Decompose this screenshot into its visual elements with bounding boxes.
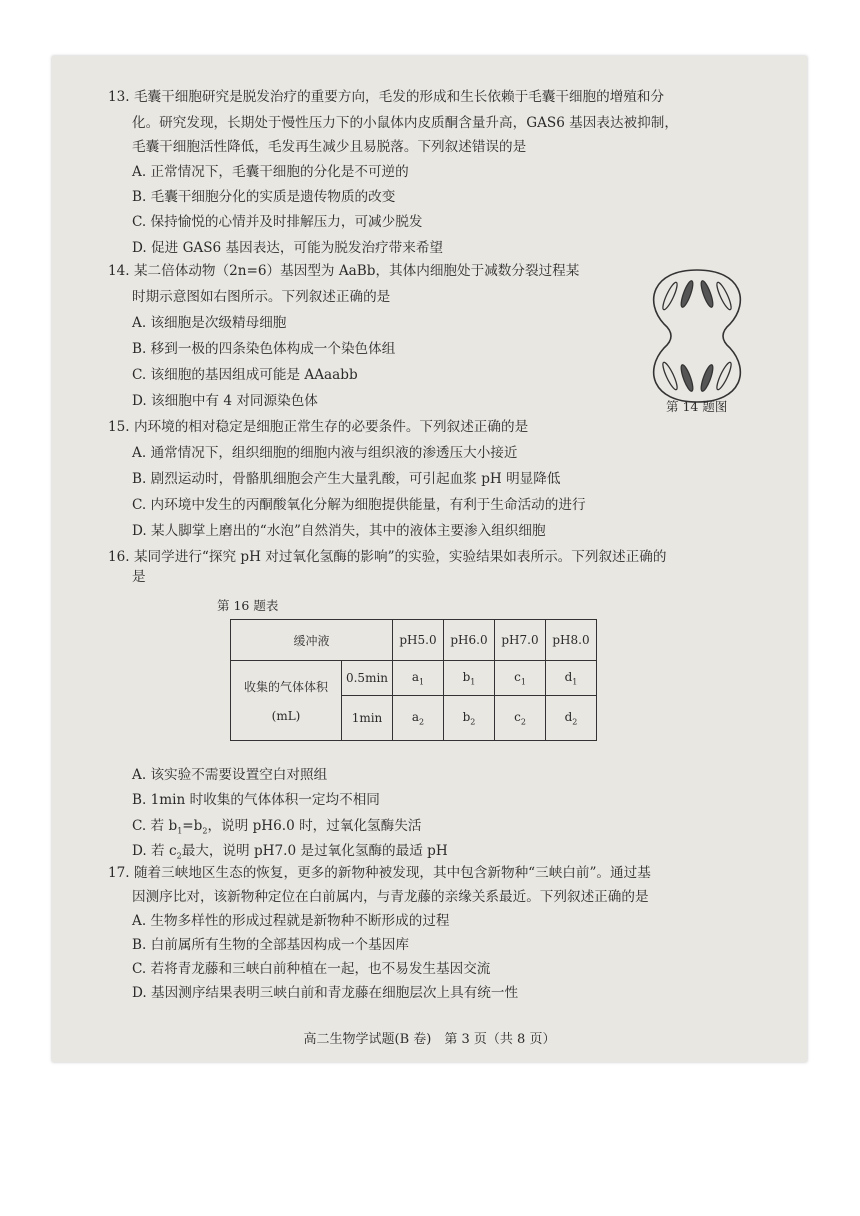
- q14-option-d: D. 该细胞中有 4 对同源染色体: [132, 393, 318, 409]
- q13-option-c: C. 保持愉悦的心情并及时排解压力，可减少脱发: [132, 214, 423, 230]
- q17-stem-line-1: 17. 随着三峡地区生态的恢复，更多的新物种被发现，其中包含新物种“三峡白前”。通过基: [108, 865, 651, 881]
- q16-option-d: D. 若 $c_2$最大，说明 pH7.0 是过氧化氢酶的最适 pH: [132, 843, 448, 861]
- q15-option-c: C. 内环境中发生的丙酮酸氧化分解为细胞提供能量，有利于生命活动的进行: [132, 497, 586, 513]
- upper-chromosomes: [660, 280, 733, 311]
- ph-header: pH7.0: [495, 620, 546, 661]
- q16-option-a: A. 该实验不需要设置空白对照组: [132, 767, 328, 783]
- value-cell: $d_1$: [546, 661, 597, 696]
- q13-stem-line-1: 13. 毛囊干细胞研究是脱发治疗的重要方向，毛发的形成和生长依赖于毛囊干细胞的增殖和分: [108, 89, 665, 105]
- q17-option-c: C. 若将青龙藤和三峡白前种植在一起，也不易发生基因交流: [132, 961, 491, 977]
- value-cell: $a_1$: [393, 661, 444, 696]
- ph-header: pH8.0: [546, 620, 597, 661]
- q14-option-c: C. 该细胞的基因组成可能是 AAaabb: [132, 367, 358, 383]
- q14-stem-line-1: 14. 某二倍体动物（2n=6）基因型为 AaBb，其体内细胞处于减数分裂过程某: [108, 263, 580, 279]
- ph-header: pH6.0: [444, 620, 495, 661]
- ph-header: pH5.0: [393, 620, 444, 661]
- q17-option-a: A. 生物多样性的形成过程就是新物种不断形成的过程: [132, 913, 450, 929]
- q13-stem-line-2: 化。研究发现，长期处于慢性压力下的小鼠体内皮质酮含量升高，GAS6 基因表达被抑制，: [132, 115, 678, 131]
- q13-option-a: A. 正常情况下，毛囊干细胞的分化是不可逆的: [132, 164, 409, 180]
- cell-membrane: [654, 270, 741, 402]
- lower-chromosomes: [660, 361, 733, 392]
- q16-option-c: C. 若 $b_1=b_2$，说明 pH6.0 时，过氧化氢酶失活: [132, 818, 422, 836]
- q14-stem-line-2: 时期示意图如右图所示。下列叙述正确的是: [132, 289, 391, 305]
- exam-page: [52, 56, 807, 1062]
- value-cell: $b_2$: [444, 696, 495, 741]
- q16-option-b: B. 1min 时收集的气体体积一定均不相同: [132, 792, 380, 808]
- results-table: [230, 619, 597, 741]
- q13-option-b: B. 毛囊干细胞分化的实质是遗传物质的改变: [132, 189, 396, 205]
- value-cell: $c_1$: [495, 661, 546, 696]
- q17-option-b: B. 白前属所有生物的全部基因构成一个基因库: [132, 937, 409, 953]
- value-cell: $b_1$: [444, 661, 495, 696]
- q16-stem-line-2: 是: [132, 569, 146, 585]
- q17-option-d: D. 基因测序结果表明三峡白前和青龙藤在细胞层次上具有统一性: [132, 985, 519, 1001]
- time-cell: 0.5min: [342, 661, 393, 696]
- cell-division-figure: [642, 266, 752, 406]
- value-cell: $d_2$: [546, 696, 597, 741]
- buffer-header: 缓冲液: [231, 620, 393, 661]
- table-row: [231, 661, 597, 696]
- q15-stem: 15. 内环境的相对稳定是细胞正常生存的必要条件。下列叙述正确的是: [108, 419, 529, 435]
- q13-stem-line-3: 毛囊干细胞活性降低，毛发再生减少且易脱落。下列叙述错误的是: [132, 139, 527, 155]
- value-cell: $a_2$: [393, 696, 444, 741]
- gas-volume-label-line-1: 收集的气体体积: [243, 680, 328, 694]
- time-cell: 1min: [342, 696, 393, 741]
- q15-option-a: A. 通常情况下，组织细胞的细胞内液与组织液的渗透压大小接近: [132, 445, 518, 461]
- table-16-caption: 第 16 题表: [217, 598, 279, 613]
- figure-14-caption: 第 14 题图: [666, 399, 728, 414]
- page-footer: 高二生物学试题(B 卷) 第 3 页（共 8 页）: [303, 1032, 556, 1047]
- q14-option-a: A. 该细胞是次级精母细胞: [132, 315, 287, 331]
- q15-option-d: D. 某人脚掌上磨出的“水泡”自然消失，其中的液体主要渗入组织细胞: [132, 523, 546, 539]
- q16-stem-line-1: 16. 某同学进行“探究 pH 对过氧化氢酶的影响”的实验，实验结果如表所示。下列叙述正确的: [108, 549, 667, 565]
- q15-option-b: B. 剧烈运动时，骨骼肌细胞会产生大量乳酸，可引起血浆 pH 明显降低: [132, 471, 561, 487]
- value-cell: $c_2$: [495, 696, 546, 741]
- q14-option-b: B. 移到一极的四条染色体构成一个染色体组: [132, 341, 396, 357]
- table-header-row: [231, 620, 597, 661]
- q13-option-d: D. 促进 GAS6 基因表达，可能为脱发治疗带来希望: [132, 240, 444, 256]
- q17-stem-line-2: 因测序比对，该新物种定位在白前属内，与青龙藤的亲缘关系最近。下列叙述正确的是: [132, 889, 649, 905]
- gas-volume-label: [231, 661, 342, 741]
- gas-volume-unit: (mL): [271, 709, 301, 723]
